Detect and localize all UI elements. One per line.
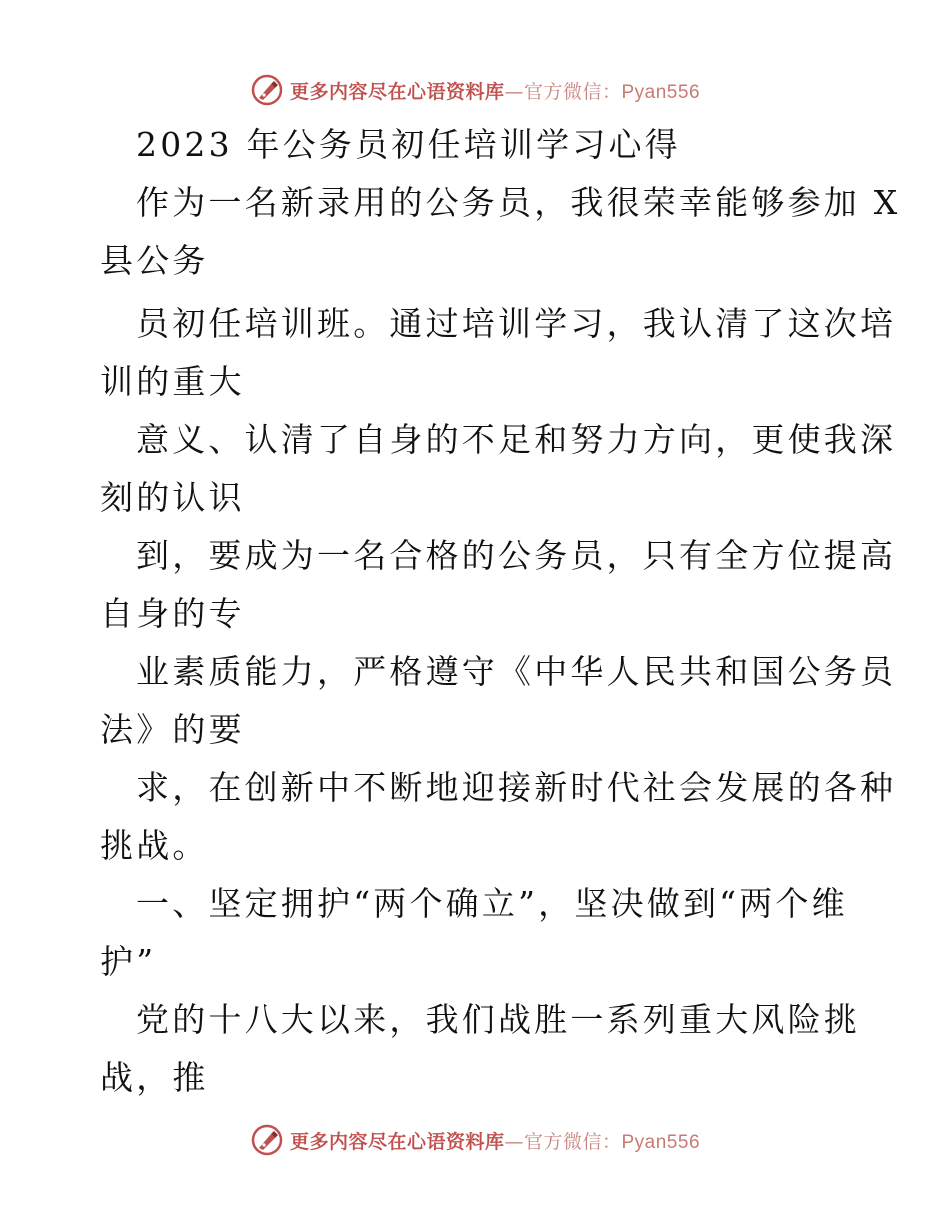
watermark-text xyxy=(290,77,700,104)
watermark-separator: — xyxy=(504,1130,524,1153)
header-watermark xyxy=(0,70,950,110)
text-line: 业素质能力，严格遵守《中华人民共和国公务员 xyxy=(136,652,897,691)
text-line: 刻的认识 xyxy=(100,478,245,517)
watermark-separator: — xyxy=(504,80,524,103)
text-line: 自身的专 xyxy=(100,594,245,633)
text-line: 求，在创新中不断地迎接新时代社会发展的各种 xyxy=(136,768,897,807)
watermark-contact-label: 官方微信： xyxy=(523,80,622,103)
text-line: 员初任培训班。通过培训学习，我认清了这次培 xyxy=(136,304,897,343)
watermark-contact-id: Pyan556 xyxy=(621,1131,701,1153)
text-line: 县公务 xyxy=(100,241,209,280)
watermark-brand: 更多内容尽在心语资料库 xyxy=(289,80,505,103)
text-line: 意义、认清了自身的不足和努力方向，更使我深 xyxy=(136,420,897,459)
text-line: 党的十八大以来，我们战胜一系列重大风险挑 xyxy=(136,1000,860,1039)
section-heading: 一、坚定拥护“两个确立”，坚决做到“两个维 xyxy=(136,884,848,923)
document-title: 2023 年公务员初任培训学习心得 xyxy=(136,125,681,164)
text-line: 到，要成为一名合格的公务员，只有全方位提高 xyxy=(136,536,897,575)
text-line: 战，推 xyxy=(100,1058,209,1097)
text-line: 训的重大 xyxy=(100,362,245,401)
pen-nib-logo-icon xyxy=(250,1123,284,1157)
watermark-brand: 更多内容尽在心语资料库 xyxy=(289,1130,505,1153)
footer-watermark xyxy=(0,1120,950,1160)
text-line: 作为一名新录用的公务员，我很荣幸能够参加 X xyxy=(136,183,901,222)
pen-nib-logo-icon xyxy=(250,73,284,107)
watermark-contact-label: 官方微信： xyxy=(523,1130,622,1153)
watermark-text xyxy=(290,1127,700,1154)
text-line: 挑战。 xyxy=(100,826,209,865)
watermark-contact-id: Pyan556 xyxy=(621,81,701,103)
text-line: 护” xyxy=(100,942,157,981)
text-line: 法》的要 xyxy=(100,710,245,749)
